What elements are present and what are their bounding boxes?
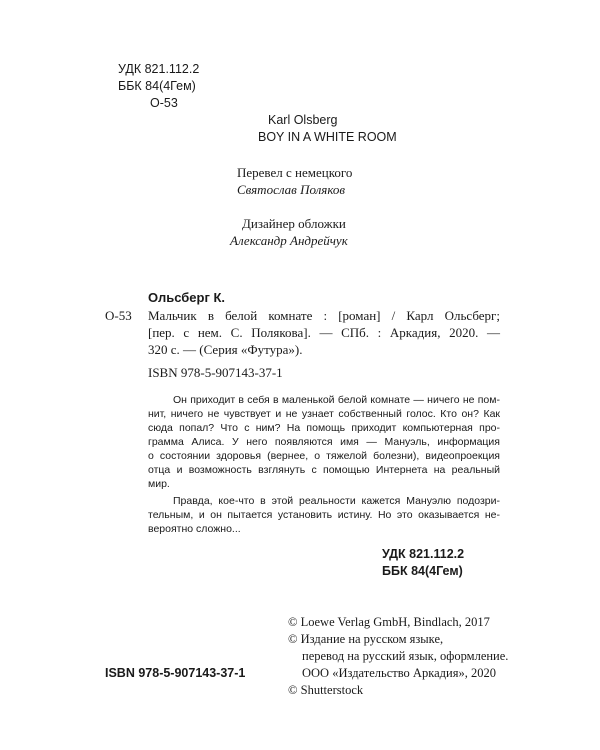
isbn-bottom: ISBN 978-5-907143-37-1 bbox=[105, 666, 246, 680]
bbk-bottom: ББК 84(4Гем) bbox=[382, 564, 463, 578]
cover-designer-name: Александр Андрейчук bbox=[230, 233, 348, 248]
copyright-line: перевод на русский язык, оформление. bbox=[302, 649, 509, 663]
catalog-line: [пер. с нем. С. Полякова]. — СПб. : Аркадия, 2020. — bbox=[148, 325, 500, 340]
annotation-line: вероятно сложно... bbox=[148, 523, 241, 535]
copyright-line: © Loewe Verlag GmbH, Bindlach, 2017 bbox=[288, 615, 490, 629]
original-title: BOY IN A WHITE ROOM bbox=[258, 130, 397, 144]
copyright-line: © Shutterstock bbox=[288, 683, 364, 697]
translator-name: Святослав Поляков bbox=[237, 182, 346, 197]
catalog-code: О-53 bbox=[105, 308, 132, 323]
annotation-line: нит, ничего не чувствует и не узнает собственный голос. Кто он? Как bbox=[148, 408, 500, 420]
udk-bottom: УДК 821.112.2 bbox=[382, 547, 465, 561]
annotation-line: мир. bbox=[148, 478, 170, 490]
copyright-line: © Издание на русском языке, bbox=[288, 632, 444, 646]
catalog-line: Мальчик в белой комнате : [роман] / Карл Ольсберг; bbox=[148, 308, 500, 323]
annotation-line: о состоянии здоровья (вернее, о тяжелой болезни), видеопроекция bbox=[148, 450, 500, 462]
annotation-line: Он приходит в себя в маленькой белой комнате — ничего не пом- bbox=[173, 394, 500, 406]
annotation-line: тельным, и он пытается установить истину. Но это оказывается не- bbox=[148, 509, 500, 521]
cover-designer-label: Дизайнер обложки bbox=[242, 216, 346, 231]
catalog-heading: Ольсберг К. bbox=[148, 290, 226, 305]
catalog-line: 320 с. — (Серия «Футура»). bbox=[148, 342, 303, 357]
bbk-top: ББК 84(4Гем) bbox=[118, 79, 196, 93]
copyright-line: ООО «Издательство Аркадия», 2020 bbox=[302, 666, 496, 680]
udk-top: УДК 821.112.2 bbox=[118, 62, 200, 76]
catalog-isbn: ISBN 978-5-907143-37-1 bbox=[148, 365, 283, 380]
original-author: Karl Olsberg bbox=[268, 113, 338, 127]
annotation-line: грамма Алиса. У него появляются имя — Мануэль, информация bbox=[148, 436, 500, 448]
annotation-line: отца и возможность взглянуть с помощью Интернета на реальный bbox=[148, 464, 500, 476]
annotation-line: Правда, кое-что в этой реальности кажется Мануэлю подозри- bbox=[173, 495, 500, 507]
translation-label: Перевел с немецкого bbox=[237, 165, 353, 180]
author-code-top: О-53 bbox=[150, 96, 178, 110]
annotation-line: сюда попал? Что с ним? На помощь приходит компьютерная про- bbox=[148, 422, 500, 434]
